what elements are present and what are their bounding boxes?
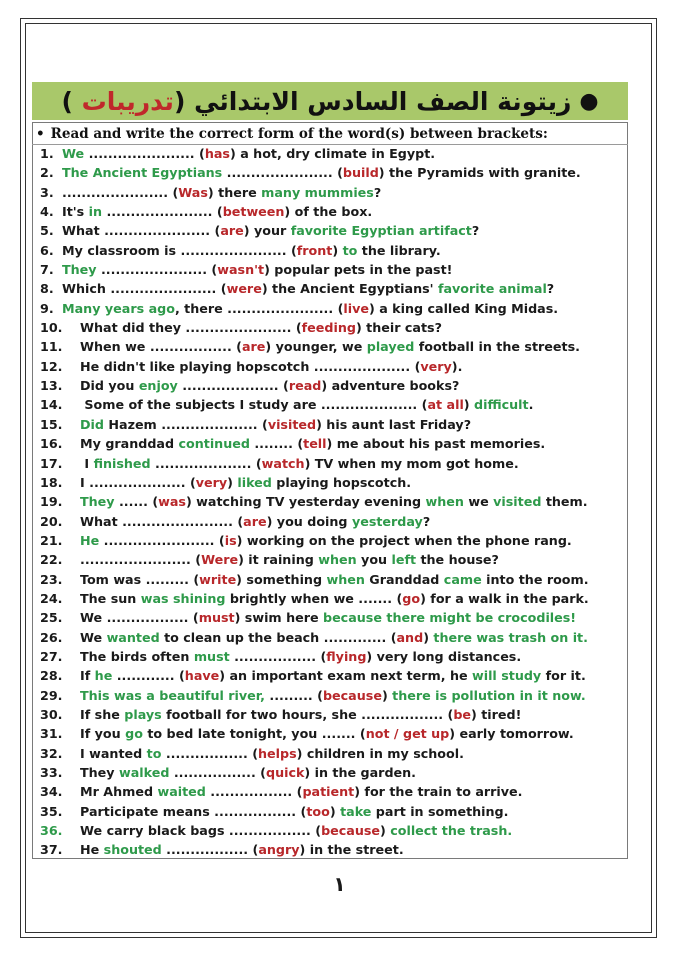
item-number: 3.	[40, 184, 54, 200]
item-text-segment: ...................... (	[102, 204, 223, 220]
item-text-segment: have	[184, 668, 220, 684]
item-text-segment: will study	[472, 668, 542, 684]
item-text-segment: must	[193, 648, 230, 664]
item-text-segment: there is pollution in it now.	[392, 687, 586, 703]
item-text-segment: )	[227, 474, 238, 490]
item-text-segment: When we ................. (	[80, 339, 242, 355]
item-text-segment: favorite Egyptian artifact	[290, 223, 472, 239]
item-text-segment: helps	[258, 745, 297, 761]
item-number: 13.	[40, 378, 63, 394]
item-text-segment: finished	[93, 455, 151, 471]
exercise-item	[40, 647, 630, 666]
item-number: 17.	[40, 455, 63, 471]
page-number: ١	[333, 872, 346, 896]
item-text-segment: patient	[302, 784, 355, 800]
item-text-segment: ................. (	[229, 648, 327, 664]
exercise-item	[40, 415, 630, 434]
item-text-segment: Were	[201, 552, 239, 568]
exercise-item	[40, 473, 630, 492]
item-number: 33.	[40, 765, 63, 780]
exercise-item	[40, 782, 630, 801]
item-number: 1.	[40, 146, 54, 161]
item-text-segment: We	[80, 629, 107, 645]
exercise-item	[40, 279, 630, 298]
item-text-segment: )	[329, 803, 341, 819]
item-text-segment: ) early tomorrow.	[449, 726, 574, 742]
item-text-segment: If	[80, 668, 95, 684]
item-text-segment: ?	[373, 184, 382, 200]
item-text-segment: build	[342, 165, 379, 181]
item-text-segment: visited	[267, 416, 317, 432]
exercise-item	[40, 821, 630, 840]
item-number: 24.	[40, 590, 63, 606]
header-paren-open: (	[173, 86, 186, 116]
item-number: 23.	[40, 571, 63, 587]
item-text-segment: ................. (	[169, 765, 266, 780]
item-number: 15.	[40, 416, 63, 432]
item-text-segment: not / get up	[365, 726, 450, 742]
item-text-segment: feeding	[301, 320, 356, 336]
item-text-segment: I wanted	[80, 745, 147, 761]
item-text-segment: We carry black bags ................. (	[80, 823, 322, 839]
exercise-item	[40, 512, 630, 531]
item-text-segment: ) very long distances.	[366, 648, 522, 664]
exercise-item	[40, 299, 630, 318]
item-text-segment: played	[366, 339, 415, 355]
item-text-segment: brightly when we ....... (	[225, 590, 403, 606]
item-text-segment: to clean up the beach ............. (	[159, 629, 397, 645]
item-text-segment: ...................... (	[84, 146, 205, 161]
item-text-segment: ) his aunt last Friday?	[316, 416, 472, 432]
item-number: 9.	[40, 300, 54, 316]
item-text-segment: liked	[237, 474, 272, 490]
item-text-segment: My granddad	[80, 436, 179, 452]
item-text-segment: wasn't	[217, 262, 265, 278]
item-text-segment: them.	[541, 494, 588, 510]
item-text-segment: ) in the garden.	[304, 765, 416, 780]
item-number: 8.	[40, 281, 54, 297]
item-text-segment: ) watching TV yesterday evening	[185, 494, 426, 510]
item-text-segment: shouted	[103, 842, 162, 858]
exercise-item	[40, 628, 630, 647]
item-text-segment: plays	[124, 706, 162, 722]
item-text-segment: ) younger, we	[265, 339, 367, 355]
item-text-segment: you	[356, 552, 392, 568]
item-text-segment: ) working on the project when the phone rang.	[236, 532, 572, 548]
item-text-segment: It's	[62, 204, 89, 220]
instruction-text: Read and write the correct form of the word(s) between brackets:	[50, 126, 548, 142]
worksheet-header	[32, 82, 628, 120]
item-text-segment: go	[402, 590, 421, 606]
item-number: 30.	[40, 706, 63, 722]
exercise-list	[40, 144, 630, 860]
item-text-segment: This was a beautiful river,	[80, 687, 265, 703]
item-text-segment: the library.	[357, 242, 441, 258]
item-text-segment: football in the streets.	[414, 339, 580, 355]
instruction-bullet: •	[36, 126, 45, 142]
item-text-segment: when	[318, 552, 357, 568]
item-text-segment: we	[463, 494, 494, 510]
item-number: 5.	[40, 223, 54, 239]
item-text-segment: ................. (	[161, 745, 258, 761]
item-text-segment: the house?	[416, 552, 499, 568]
item-text-segment: ) of the box.	[284, 204, 373, 220]
item-text-segment: ................. (	[205, 784, 303, 800]
item-text-segment: ......... (	[264, 687, 323, 703]
item-text-segment: ) there	[207, 184, 262, 200]
header-paren-close: )	[61, 86, 73, 116]
item-number: 18.	[40, 474, 63, 490]
item-text-segment: is	[224, 532, 237, 548]
item-text-segment: there was trash on it.	[433, 629, 588, 645]
exercise-item	[40, 531, 630, 550]
item-text-segment: front	[296, 242, 333, 258]
item-text-segment: He didn't like playing hopscotch .................... (	[80, 358, 421, 374]
item-number: 31.	[40, 726, 63, 742]
exercise-item	[40, 318, 630, 337]
item-text-segment: when	[425, 494, 464, 510]
item-text-segment: he	[94, 668, 113, 684]
exercise-item	[40, 492, 630, 511]
item-text-segment: waited	[157, 784, 206, 800]
item-text-segment: ................. (	[161, 842, 259, 858]
exercise-item	[40, 802, 630, 821]
item-text-segment: in	[88, 204, 103, 220]
item-number: 2.	[40, 165, 54, 181]
item-number: 27.	[40, 648, 63, 664]
item-text-segment: .................... (	[150, 455, 262, 471]
item-number: 34.	[40, 784, 63, 800]
item-text-segment: ) adventure books?	[321, 378, 460, 394]
item-text-segment: ) a king called King Midas.	[368, 300, 559, 316]
item-text-segment: ) popular pets in the past!	[264, 262, 453, 278]
item-text-segment: to	[342, 242, 358, 258]
exercise-item	[40, 744, 630, 763]
item-text-segment: ?	[471, 223, 480, 239]
item-text-segment: ).	[451, 358, 463, 374]
exercise-item	[40, 144, 630, 163]
item-text-segment: I	[80, 455, 94, 471]
exercise-item	[40, 260, 630, 279]
item-text-segment: ) their cats?	[355, 320, 442, 336]
item-text-segment: If you	[80, 726, 126, 742]
item-text-segment: ) an important exam next term, he	[219, 668, 473, 684]
item-text-segment: came	[443, 571, 482, 587]
item-text-segment: ....................... (	[99, 532, 225, 548]
exercise-item	[40, 202, 630, 221]
item-text-segment: favorite animal	[437, 281, 547, 297]
item-text-segment: for it.	[541, 668, 586, 684]
item-text-segment: Granddad	[364, 571, 444, 587]
item-text-segment: be	[453, 706, 471, 722]
item-text-segment: was	[158, 494, 186, 510]
item-text-segment: are	[220, 223, 244, 239]
item-text-segment: angry	[258, 842, 300, 858]
item-number: 12.	[40, 358, 63, 374]
item-text-segment: continued	[178, 436, 250, 452]
item-text-segment: has	[204, 146, 230, 161]
item-text-segment: at all	[427, 397, 464, 413]
item-text-segment: Hazem .................... (	[103, 416, 268, 432]
item-text-segment: They	[80, 494, 115, 510]
header-title: زيتونة الصف السادس الابتدائي	[194, 86, 572, 116]
item-text-segment: football for two hours, she ................. (	[161, 706, 454, 722]
item-number: 14.	[40, 397, 63, 413]
item-text-segment: We	[62, 146, 85, 161]
item-text-segment: tell	[303, 436, 327, 452]
item-number: 28.	[40, 668, 63, 684]
item-text-segment: Some of the subjects I study are .................... (	[80, 397, 428, 413]
item-text-segment: ) children in my school.	[296, 745, 464, 761]
item-text-segment: ............ (	[112, 668, 185, 684]
item-text-segment: They	[62, 262, 97, 278]
item-text-segment: ) TV when my mom got home.	[304, 455, 519, 471]
item-text-segment: ) swim here	[234, 610, 323, 626]
item-number: 21.	[40, 532, 63, 548]
item-number: 26.	[40, 629, 63, 645]
item-text-segment: My classroom is ...................... (	[62, 242, 297, 258]
item-number: 22.	[40, 552, 63, 568]
exercise-item	[40, 589, 630, 608]
item-text-segment: many mummies	[261, 184, 374, 200]
item-text-segment: go	[125, 726, 143, 742]
item-text-segment: Was	[178, 184, 208, 200]
item-text-segment: )	[381, 687, 393, 703]
item-text-segment: between	[222, 204, 285, 220]
item-text-segment: very	[420, 358, 452, 374]
item-text-segment: ?	[546, 281, 555, 297]
exercise-item	[40, 357, 630, 376]
item-number: 7.	[40, 262, 54, 278]
exercise-item	[40, 183, 630, 202]
exercise-item	[40, 550, 630, 569]
exercise-item	[40, 705, 630, 724]
item-text-segment: to	[146, 745, 162, 761]
item-text-segment: ) it raining	[238, 552, 319, 568]
instruction-line	[36, 124, 626, 144]
item-number: 32.	[40, 745, 63, 761]
item-text-segment: quick	[265, 765, 305, 780]
exercise-item	[40, 337, 630, 356]
item-text-segment: wanted	[106, 629, 160, 645]
item-text-segment: ...... (	[114, 494, 159, 510]
header-bullet: ●	[579, 88, 599, 114]
item-text-segment: were	[226, 281, 262, 297]
item-text-segment: visited	[493, 494, 542, 510]
item-text-segment: are	[243, 513, 267, 529]
item-text-segment: ) tired!	[471, 706, 522, 722]
item-text-segment: .	[528, 397, 534, 413]
item-text-segment: , there ...................... (	[174, 300, 344, 316]
header-highlight: تدريبات	[81, 86, 174, 116]
item-text-segment: ) for a walk in the park.	[420, 590, 589, 606]
item-text-segment: I .................... (	[80, 474, 196, 490]
item-text-segment: ?	[422, 513, 431, 529]
item-text-segment: collect the trash.	[390, 823, 513, 839]
item-text-segment: ) the Pyramids with granite.	[378, 165, 581, 181]
item-text-segment: ) in the street.	[299, 842, 404, 858]
item-text-segment: ) the Ancient Egyptians'	[261, 281, 438, 297]
item-number: 25.	[40, 610, 63, 626]
item-text-segment: difficult	[474, 397, 529, 413]
item-text-segment: ........ (	[249, 436, 304, 452]
item-text-segment: flying	[326, 648, 367, 664]
item-text-segment: The Ancient Egyptians	[62, 165, 223, 181]
exercise-item	[40, 454, 630, 473]
item-text-segment: He	[80, 842, 104, 858]
exercise-item	[40, 395, 630, 414]
item-text-segment: to bed late tonight, you ....... (	[142, 726, 366, 742]
exercise-item	[40, 724, 630, 743]
item-text-segment: are	[241, 339, 266, 355]
exercise-item	[40, 221, 630, 240]
item-text-segment: If she	[80, 706, 125, 722]
item-text-segment: and	[396, 629, 424, 645]
item-text-segment: ) something	[236, 571, 327, 587]
item-text-segment: ) me about his past memories.	[326, 436, 546, 452]
item-number: 37.	[40, 842, 63, 858]
item-text-segment: He	[80, 532, 100, 548]
item-text-segment: write	[199, 571, 237, 587]
exercise-item	[40, 434, 630, 453]
item-text-segment: left	[391, 552, 417, 568]
item-number: 10.	[40, 320, 63, 336]
item-text-segment: ) your	[243, 223, 291, 239]
item-text-segment: take	[340, 803, 372, 819]
item-number: 16.	[40, 436, 63, 452]
item-text-segment: part in something.	[371, 803, 509, 819]
item-text-segment: What ....................... (	[80, 513, 244, 529]
item-number: 20.	[40, 513, 63, 529]
item-number: 36.	[40, 823, 63, 839]
item-number: 35.	[40, 803, 63, 819]
item-number: 4.	[40, 204, 54, 220]
item-text-segment: ....................... (	[80, 552, 202, 568]
item-text-segment: yesterday	[351, 513, 423, 529]
item-text-segment: Tom was ......... (	[80, 571, 200, 587]
exercise-item	[40, 608, 630, 627]
exercise-item	[40, 241, 630, 260]
item-text-segment: Did	[80, 416, 104, 432]
item-text-segment: ) you doing	[266, 513, 352, 529]
item-text-segment: playing hopscotch.	[271, 474, 412, 490]
item-text-segment: ...................... (	[62, 184, 179, 200]
item-text-segment: We ................. (	[80, 610, 199, 626]
item-text-segment: ...................... (	[96, 262, 218, 278]
item-text-segment: was shining	[140, 590, 226, 606]
item-text-segment: too	[306, 803, 330, 819]
item-text-segment: very	[195, 474, 228, 490]
item-text-segment: )	[423, 629, 434, 645]
item-text-segment: Did you	[80, 378, 139, 394]
exercise-item	[40, 666, 630, 685]
item-text-segment: Many years ago	[62, 300, 175, 316]
item-text-segment: The birds often	[80, 648, 194, 664]
item-text-segment: into the room.	[481, 571, 589, 587]
item-text-segment: watch	[261, 455, 305, 471]
item-number: 6.	[40, 242, 54, 258]
exercise-item	[40, 163, 630, 182]
item-text-segment: read	[288, 378, 322, 394]
item-number: 11.	[40, 339, 63, 355]
item-text-segment: )	[332, 242, 343, 258]
item-text-segment: enjoy	[138, 378, 178, 394]
item-text-segment: walked	[118, 765, 170, 780]
item-text-segment: Mr Ahmed	[80, 784, 158, 800]
item-text-segment: )	[380, 823, 391, 839]
exercise-item	[40, 376, 630, 395]
exercise-item	[40, 763, 630, 782]
item-number: 29.	[40, 687, 63, 703]
item-text-segment: Which ...................... (	[62, 281, 227, 297]
item-text-segment: must	[198, 610, 235, 626]
item-text-segment: ...................... (	[222, 165, 343, 181]
item-text-segment: What ...................... (	[62, 223, 221, 239]
item-text-segment: when	[326, 571, 365, 587]
item-text-segment: because	[322, 687, 382, 703]
item-text-segment: )	[463, 397, 475, 413]
item-text-segment: ) for the train to arrive.	[354, 784, 523, 800]
item-text-segment: .................... (	[177, 378, 289, 394]
exercise-item	[40, 840, 630, 859]
item-text-segment: They	[80, 765, 119, 780]
exercise-item	[40, 570, 630, 589]
item-number: 19.	[40, 494, 63, 510]
item-text-segment: The sun	[80, 590, 141, 606]
item-text-segment: ) a hot, dry climate in Egypt.	[229, 146, 436, 161]
item-text-segment: because	[321, 823, 381, 839]
item-text-segment: Participate means ................. (	[80, 803, 307, 819]
item-text-segment: because there might be crocodiles!	[323, 610, 577, 626]
exercise-item	[40, 686, 630, 705]
item-text-segment: What did they ...................... (	[80, 320, 302, 336]
item-text-segment: live	[343, 300, 369, 316]
